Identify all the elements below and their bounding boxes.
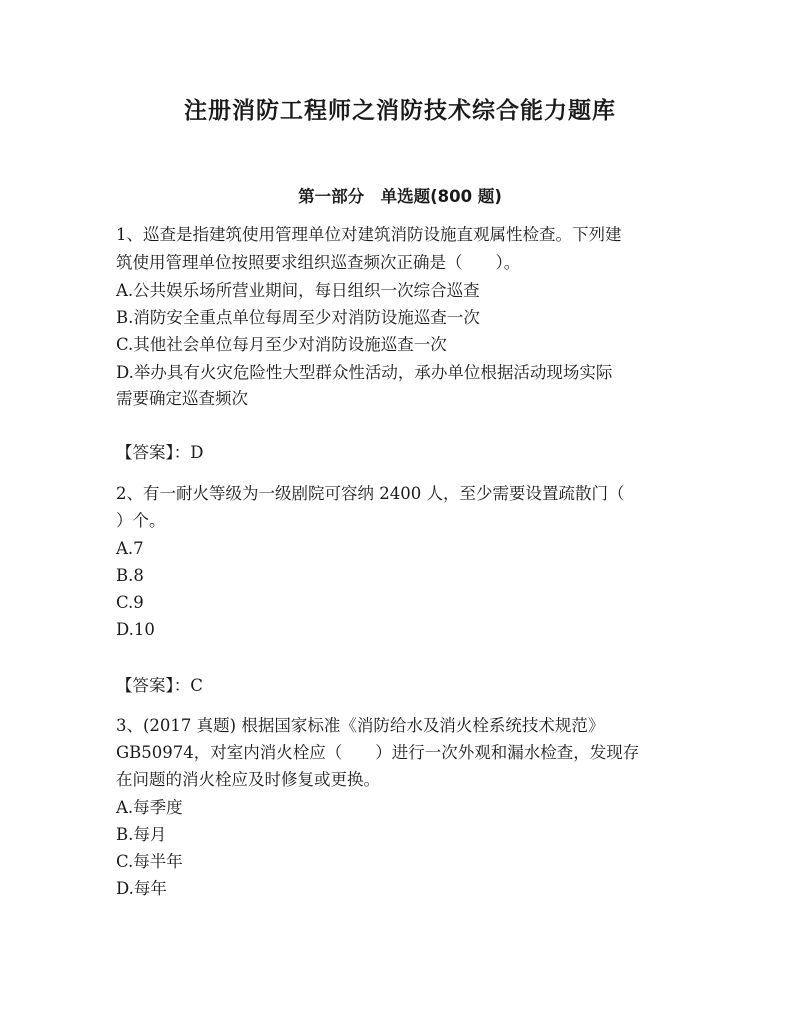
q1-option-b: B.消防安全重点单位每周至少对消防设施巡查一次: [116, 308, 480, 327]
q2-stem-line-1: 2、有一耐火等级为一级剧院可容纳 2400 人，至少需要设置疏散门（: [116, 484, 625, 503]
q1-stem-line-1: 1、巡查是指建筑使用管理单位对建筑消防设施直观属性检查。下列建: [116, 225, 622, 244]
section-title: 第一部分 单选题(800 题): [298, 187, 502, 206]
q1-option-c: C.其他社会单位每月至少对消防设施巡查一次: [116, 335, 447, 354]
q1-answer: 【答案】：D: [116, 443, 204, 462]
q1-option-d-line-1: D.举办具有火灾危险性大型群众性活动，承办单位根据活动现场实际: [116, 363, 613, 382]
q2-option-c: C.9: [116, 593, 144, 612]
q2-option-b: B.8: [116, 566, 144, 585]
q1-option-a: A.公共娱乐场所营业期间，每日组织一次综合巡查: [116, 281, 480, 300]
q2-option-a: A.7: [116, 539, 144, 558]
document-title: 注册消防工程师之消防技术综合能力题库: [184, 98, 616, 124]
q2-answer: 【答案】：C: [116, 676, 203, 695]
q2-option-d: D.10: [116, 620, 155, 639]
q1-stem-line-2: 筑使用管理单位按照要求组织巡查频次正确是（ ）。: [116, 253, 521, 272]
q3-option-c: C.每半年: [116, 852, 183, 871]
q3-option-d: D.每年: [116, 879, 167, 898]
q2-stem-line-2: ）个。: [116, 511, 166, 530]
q3-stem-line-3: 在问题的消火栓应及时修复或更换。: [116, 770, 380, 789]
q3-option-b: B.每月: [116, 825, 167, 844]
q3-stem-line-1: 3、(2017 真题) 根据国家标准《消防给水及消火栓系统技术规范》: [116, 716, 605, 735]
q3-stem-line-2: GB50974，对室内消火栓应（ ）进行一次外观和漏水检查，发现存: [116, 743, 640, 762]
q1-option-d-line-2: 需要确定巡查频次: [116, 389, 248, 408]
q3-option-a: A.每季度: [116, 798, 183, 817]
